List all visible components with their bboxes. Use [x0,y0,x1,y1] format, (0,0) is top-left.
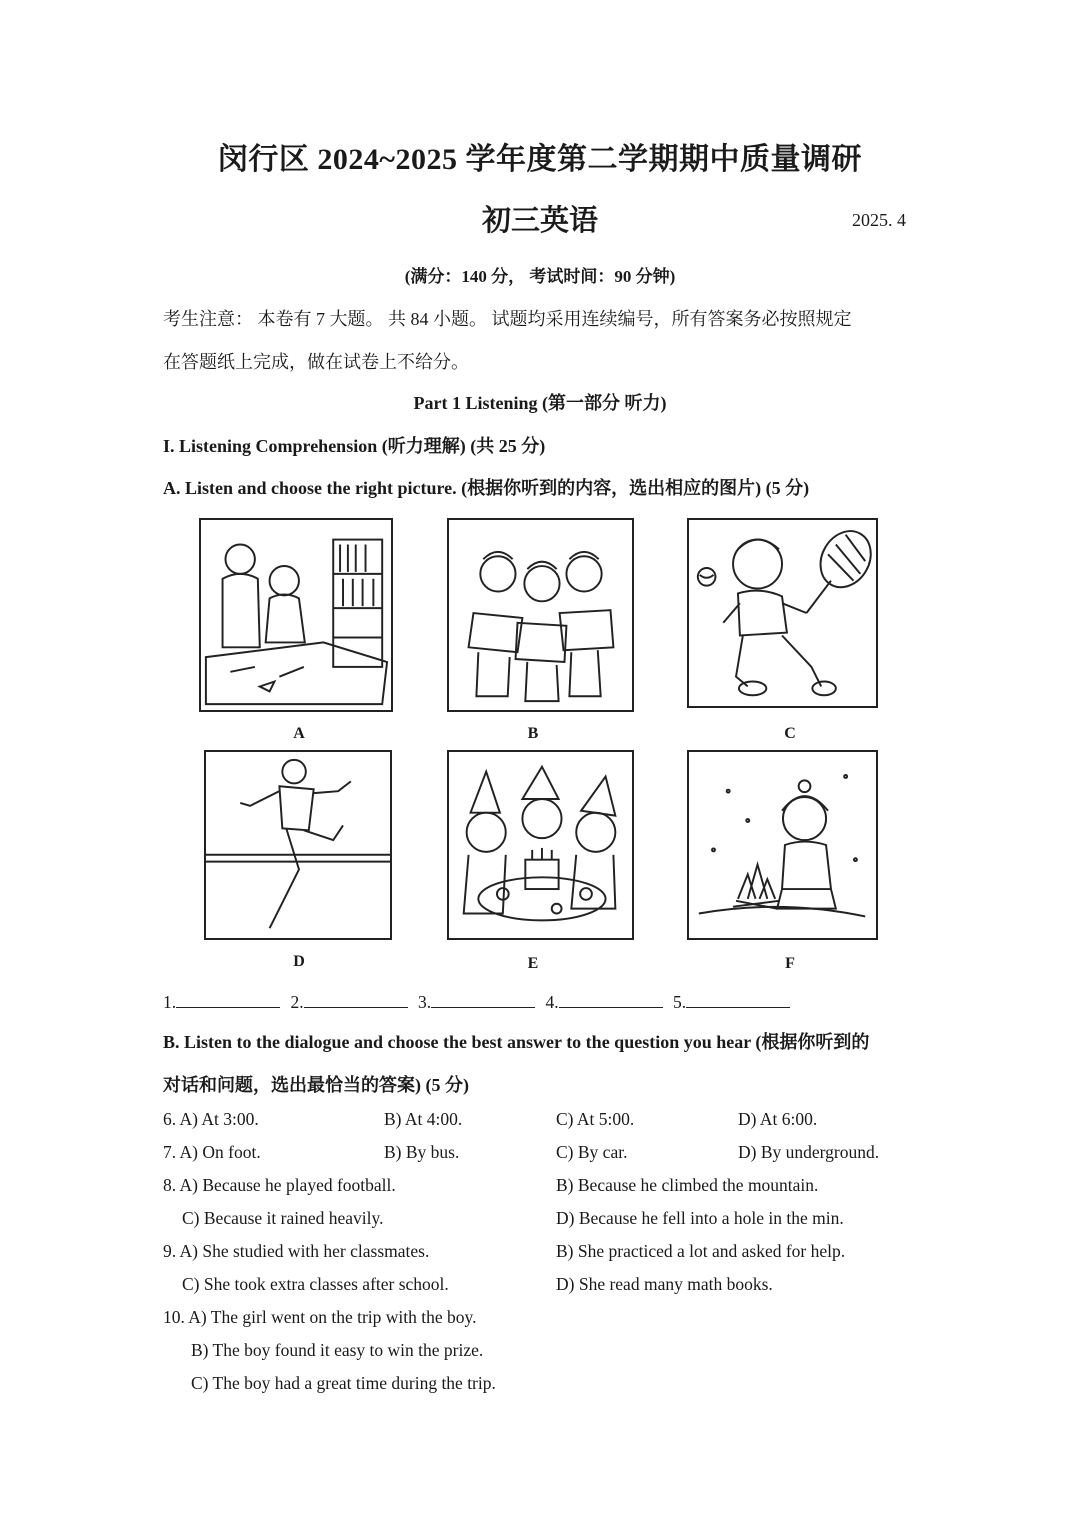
birthday-party-picture [447,750,634,940]
blank-label-4: 4. [545,992,559,1012]
q9-option-b: B) She practiced a lot and asked for help. [556,1241,846,1261]
section-B-heading-line-2: 对话和问题，选出最恰当的答案) (5 分) [163,1075,469,1095]
q7-option-d: D) By underground. [738,1142,880,1162]
answer-blank-5[interactable] [686,993,790,1008]
child-by-campfire-picture [687,750,878,940]
picture-label-f: F [785,955,795,972]
q8-option-c: C) Because it rained heavily. [182,1208,384,1228]
q9-option-c: C) She took extra classes after school. [182,1274,449,1294]
answer-blank-4[interactable] [559,993,663,1008]
children-reading-books-picture [447,518,634,712]
q10-option-c: C) The boy had a great time during the trip. [191,1373,496,1393]
section-B-heading-line-1: B. Listen to the dialogue and choose the best answer to the question you hear (根据你听到的 [163,1032,870,1052]
page-title: 闵行区 2024~2025 学年度第二学期期中质量调研 [217,143,863,176]
exam-date: 2025. 4 [852,210,906,230]
q9-option-d: D) She read many math books. [556,1274,773,1294]
answer-blank-1[interactable] [176,993,280,1008]
man-high-jump-picture [204,750,392,940]
q7-option-b: B) By bus. [384,1142,460,1162]
q10-option-a: 10. A) The girl went on the trip with the boy. [163,1307,477,1327]
blank-label-2: 2. [290,992,304,1012]
picture-label-c: C [784,725,796,742]
q8-option-a: 8. A) Because he played football. [163,1175,396,1195]
q8-option-d: D) Because he fell into a hole in the min. [556,1208,844,1228]
section-A-heading: A. Listen and choose the right picture. (根据你听到的内容，选出相应的图片) (5 分) [163,478,810,498]
q7-option-a: 7. A) On foot. [163,1142,261,1162]
girl-drawing-with-teacher-picture [199,518,393,712]
score-line: (满分：140 分， 考试时间：90 分钟) [404,267,676,286]
q6-option-b: B) At 4:00. [384,1109,463,1129]
q8-option-b: B) Because he climbed the mountain. [556,1175,819,1195]
boy-playing-tennis-picture [687,518,878,708]
notice-line-1: 考生注意： 本卷有 7 大题。 共 84 小题。 试题均采用连续编号，所有答案务必按照规定 [163,309,852,329]
q7-option-c: C) By car. [556,1142,628,1162]
blank-label-1: 1. [163,992,177,1012]
answer-blank-3[interactable] [431,993,535,1008]
picture-label-a: A [293,725,305,742]
answer-blank-2[interactable] [304,993,408,1008]
q6-option-a: 6. A) At 3:00. [163,1109,259,1129]
blank-label-5: 5. [673,992,687,1012]
answer-blanks-row [163,992,796,1013]
q6-option-d: D) At 6:00. [738,1109,818,1129]
picture-label-d: D [293,953,305,970]
picture-label-e: E [527,955,539,972]
q6-option-c: C) At 5:00. [556,1109,635,1129]
notice-line-2: 在答题纸上完成，做在试卷上不给分。 [163,352,469,372]
section-I-heading: I. Listening Comprehension (听力理解) (共 25 分) [163,436,546,456]
picture-label-b: B [527,725,539,742]
q9-option-a: 9. A) She studied with her classmates. [163,1241,430,1261]
part-heading: Part 1 Listening (第一部分 听力) [413,393,667,413]
blank-label-3: 3. [418,992,432,1012]
q10-option-b: B) The boy found it easy to win the prize. [191,1340,484,1360]
subject-title: 初三英语 [481,205,598,237]
